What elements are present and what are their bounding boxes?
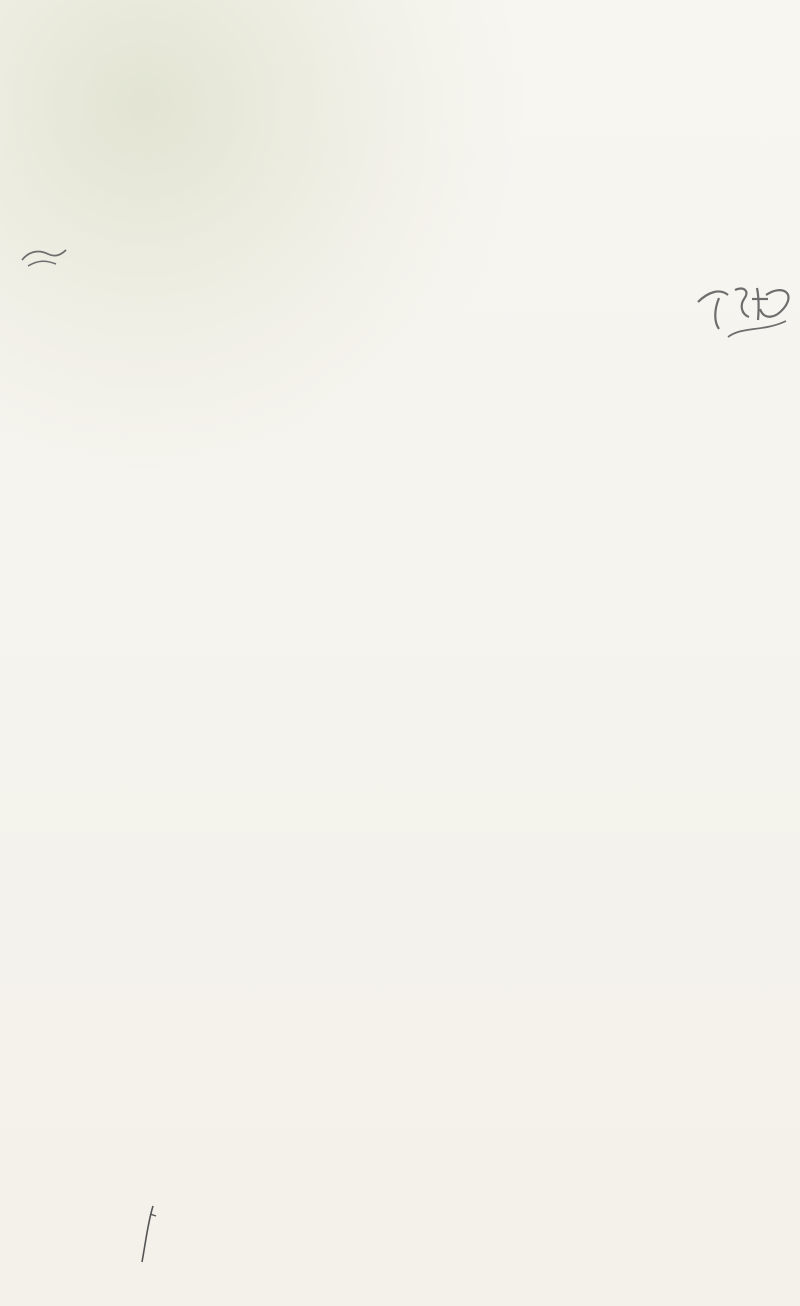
pencil-stroke <box>138 1204 158 1264</box>
handwritten-note <box>688 274 796 366</box>
table-header <box>0 150 800 184</box>
pencil-mark <box>20 238 68 268</box>
